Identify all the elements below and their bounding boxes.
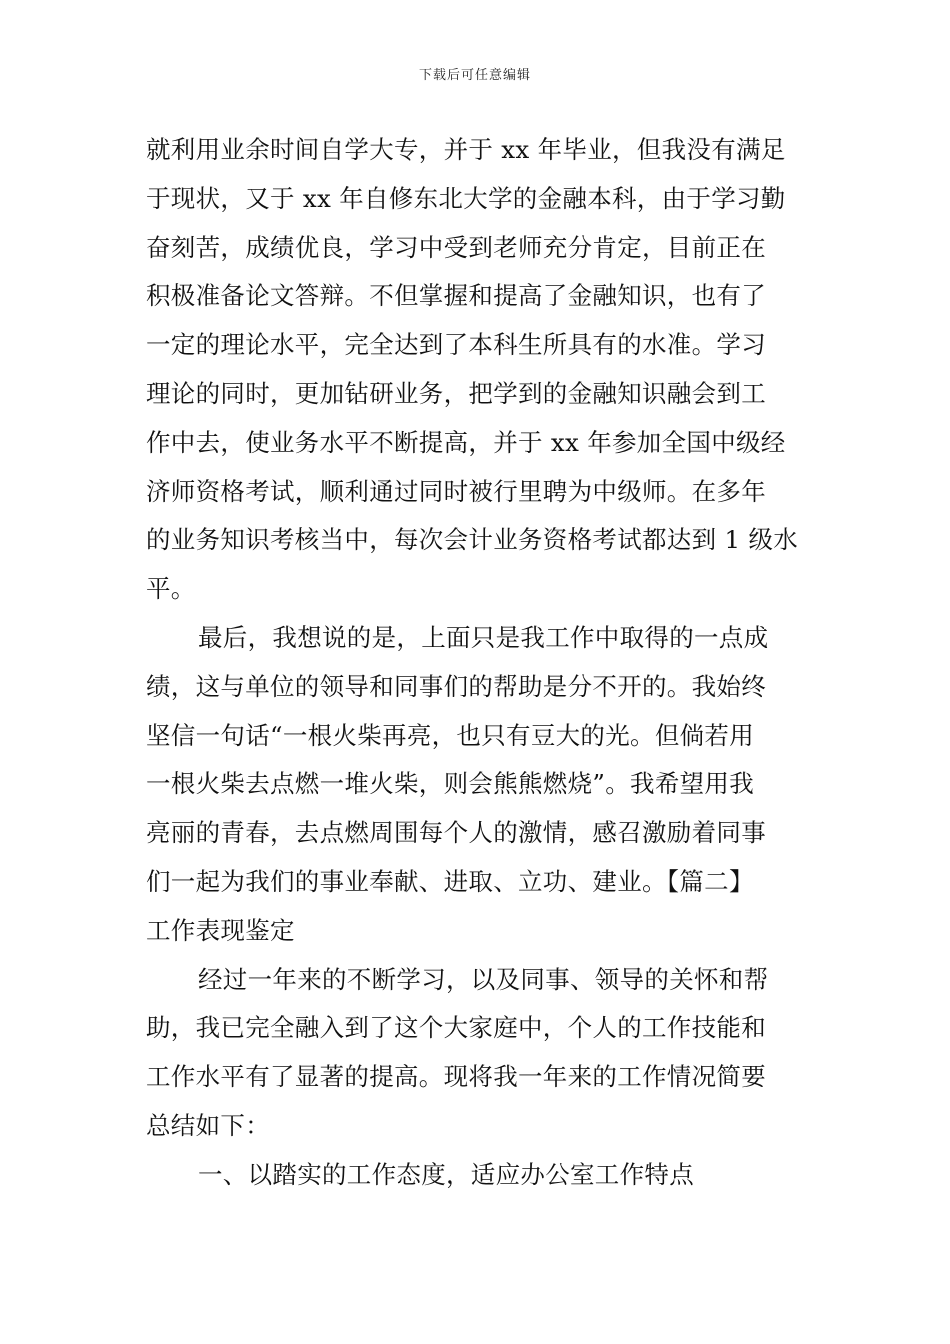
text-line: 济师资格考试，顺利通过同时被行里聘为中级师。在多年 — [146, 476, 766, 506]
page-header: 下载后可任意编辑 — [418, 68, 531, 83]
text-line: 亮丽的青春，去点燃周围每个人的激情，感召激励着同事 — [146, 818, 766, 848]
text-line: 于现状，又于 xx 年自修东北大学的金融本科，由于学习勤 — [146, 183, 786, 213]
text-line: 一定的理论水平，完全达到了本科生所具有的水准。学习 — [146, 330, 766, 360]
paragraph-start-line: 经过一年来的不断学习，以及同事、领导的关怀和帮 — [198, 964, 769, 994]
subheading: 一、以踏实的工作态度，适应办公室工作特点 — [198, 1159, 694, 1189]
text-line: 平。 — [146, 574, 196, 604]
text-line: 作中去，使业务水平不断提高，并于 xx 年参加全国中级经 — [146, 427, 786, 457]
text-line: 积极准备论文答辩。不但掌握和提高了金融知识，也有了 — [146, 281, 766, 311]
text-line: 一根火柴去点燃一堆火柴，则会熊熊燃烧”。我希望用我 — [146, 769, 755, 799]
text-line: 绩，这与单位的领导和同事们的帮助是分不开的。我始终 — [146, 671, 766, 701]
text-line: 就利用业余时间自学大专，并于 xx 年毕业，但我没有满足 — [146, 135, 786, 164]
text-line: 的业务知识考核当中，每次会计业务资格考试都达到 1 级水 — [146, 525, 799, 555]
text-line: 工作水平有了显著的提高。现将我一年来的工作情况简要 — [146, 1062, 766, 1092]
text-line: 们一起为我们的事业奉献、进取、立功、建业。【篇二】 — [146, 866, 754, 896]
section-title: 工作表现鉴定 — [146, 915, 295, 945]
text-line: 助，我已完全融入到了这个大家庭中，个人的工作技能和 — [146, 1013, 766, 1043]
document-body — [146, 126, 806, 1200]
text-line: 理论的同时，更加钻研业务，把学到的金融知识融会到工 — [146, 378, 766, 408]
text-line: 坚信一句话“一根火柴再亮，也只有豆大的光。但倘若用 — [146, 720, 755, 750]
text-line: 总结如下： — [146, 1110, 270, 1140]
text-line: 奋刻苦，成绩优良，学习中受到老师充分肯定，目前正在 — [146, 232, 766, 262]
paragraph-start-line: 最后，我想说的是，上面只是我工作中取得的一点成 — [198, 622, 769, 652]
